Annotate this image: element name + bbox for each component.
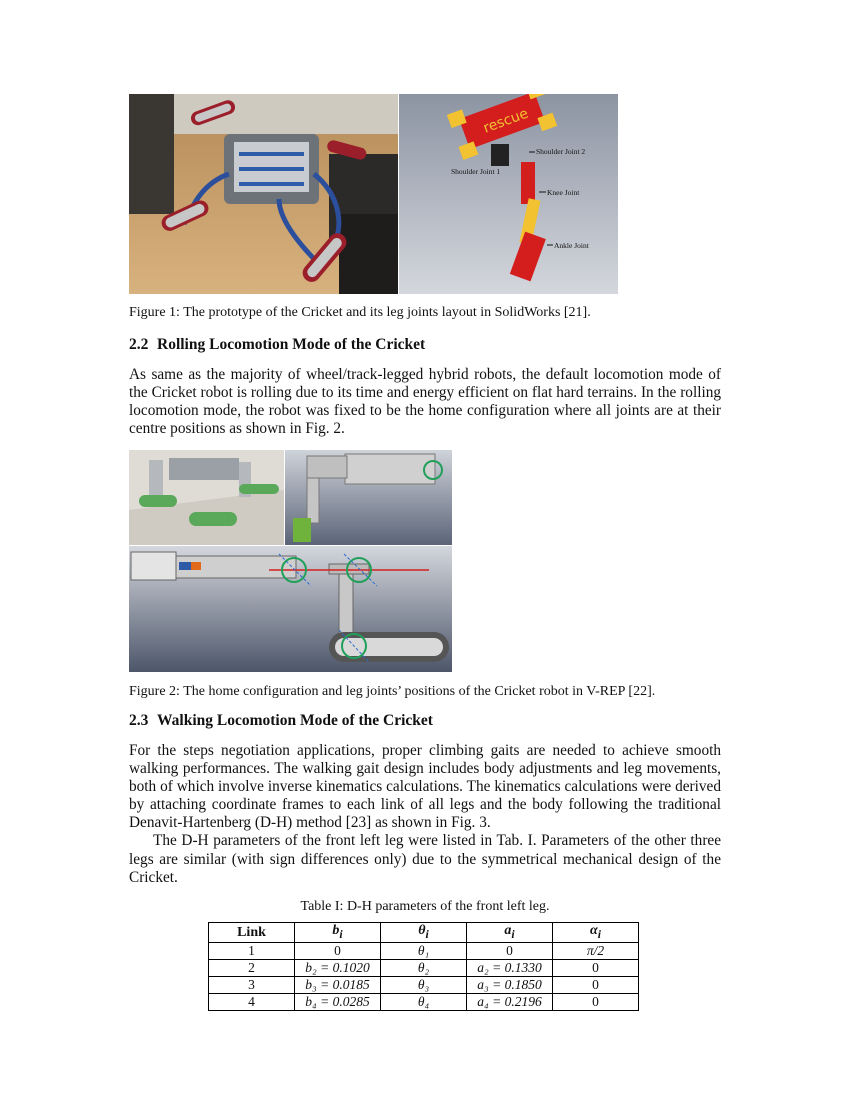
section-2-2-heading: [129, 336, 425, 354]
figure-1-caption: Figure 1: The prototype of the Cricket and its leg joints layout in SolidWorks [21].: [129, 305, 591, 320]
header-a: $a_i$: [467, 923, 553, 943]
table-row: 4 b₄ = 0.0285 θ₄ a₄ = 0.2196 0: [209, 993, 639, 1010]
vrep-side-view: [285, 450, 452, 545]
cad-body-label: rescue: [481, 105, 531, 137]
table-1: [208, 922, 639, 1011]
header-b: $b_i$: [295, 923, 381, 943]
label-shoulder-joint-2: Shoulder Joint 2: [536, 147, 586, 156]
section-2-3-paragraph-1: For the steps negotiation applications, proper climbing gaits are needed to achieve smooth walking performances. The walking gait design includes body adjustments and leg movements, both of which involve inverse kinematics calculations. The kinematics calculations were derived by attaching coordinate frames to each link of all legs and the body following the traditional Denavit-Hartenberg (D-H) method [23] as shown in Fig. 3.: [129, 742, 721, 832]
section-2-3-heading: [129, 712, 433, 730]
section-2-3-title: Walking Locomotion Mode of the Cricket: [157, 712, 433, 729]
label-ankle-joint: Ankle Joint: [554, 241, 589, 250]
section-2-2-number: 2.2: [129, 336, 149, 353]
figure-2-vrep-side: [285, 450, 452, 545]
section-2-3-body: [129, 742, 721, 887]
section-2-2-paragraph: As same as the majority of wheel/track-legged hybrid robots, the default locomotion mode of the Cricket robot is rolling due to its time and energy efficient on flat hard terrains. In the rolling locomotion mode, the robot was fixed to be the home configuration where all joints are at their centre positions as shown in Fig. 2.: [129, 366, 721, 438]
label-shoulder-joint-1: Shoulder Joint 1: [451, 167, 501, 176]
table-row: 3 b₃ = 0.0185 θ₃ a₃ = 0.1850 0: [209, 976, 639, 993]
table-row: 1 0 θ₁ 0 π/2: [209, 942, 639, 959]
dh-parameter-table: [208, 922, 639, 1011]
figure-2-vrep-home: [129, 450, 284, 545]
figure-1-photo: [129, 94, 398, 294]
header-link: Link: [209, 923, 295, 943]
figure-2-vrep-joints: [129, 546, 452, 672]
table-1-caption: Table I: D-H parameters of the front left leg.: [300, 899, 550, 914]
header-alpha: $\alpha_i$: [553, 923, 639, 943]
table-row: 2 b₂ = 0.1020 θ₂ a₂ = 0.1330 0: [209, 959, 639, 976]
section-2-2-body: [129, 366, 721, 438]
section-2-3-paragraph-2: The D-H parameters of the front left leg were listed in Tab. I. Parameters of the other three legs are similar (with sign differences only) due to the symmetrical mechanical design of the Cricket.: [129, 832, 721, 886]
vrep-home-configuration: [129, 450, 284, 545]
section-2-2-title: Rolling Locomotion Mode of the Cricket: [157, 336, 426, 353]
table-header-row: [209, 923, 639, 943]
section-2-3-number: 2.3: [129, 712, 149, 729]
cricket-prototype-photo: [129, 94, 398, 294]
figure-1-cad: [399, 94, 618, 294]
figure-2-caption: Figure 2: The home configuration and leg joints’ positions of the Cricket robot in V-REP [22].: [129, 684, 656, 699]
header-theta: $\theta_i$: [381, 923, 467, 943]
leg-joints-cad-render: [399, 94, 618, 294]
vrep-leg-joint-positions: [129, 546, 452, 672]
label-knee-joint: Knee Joint: [547, 188, 580, 197]
